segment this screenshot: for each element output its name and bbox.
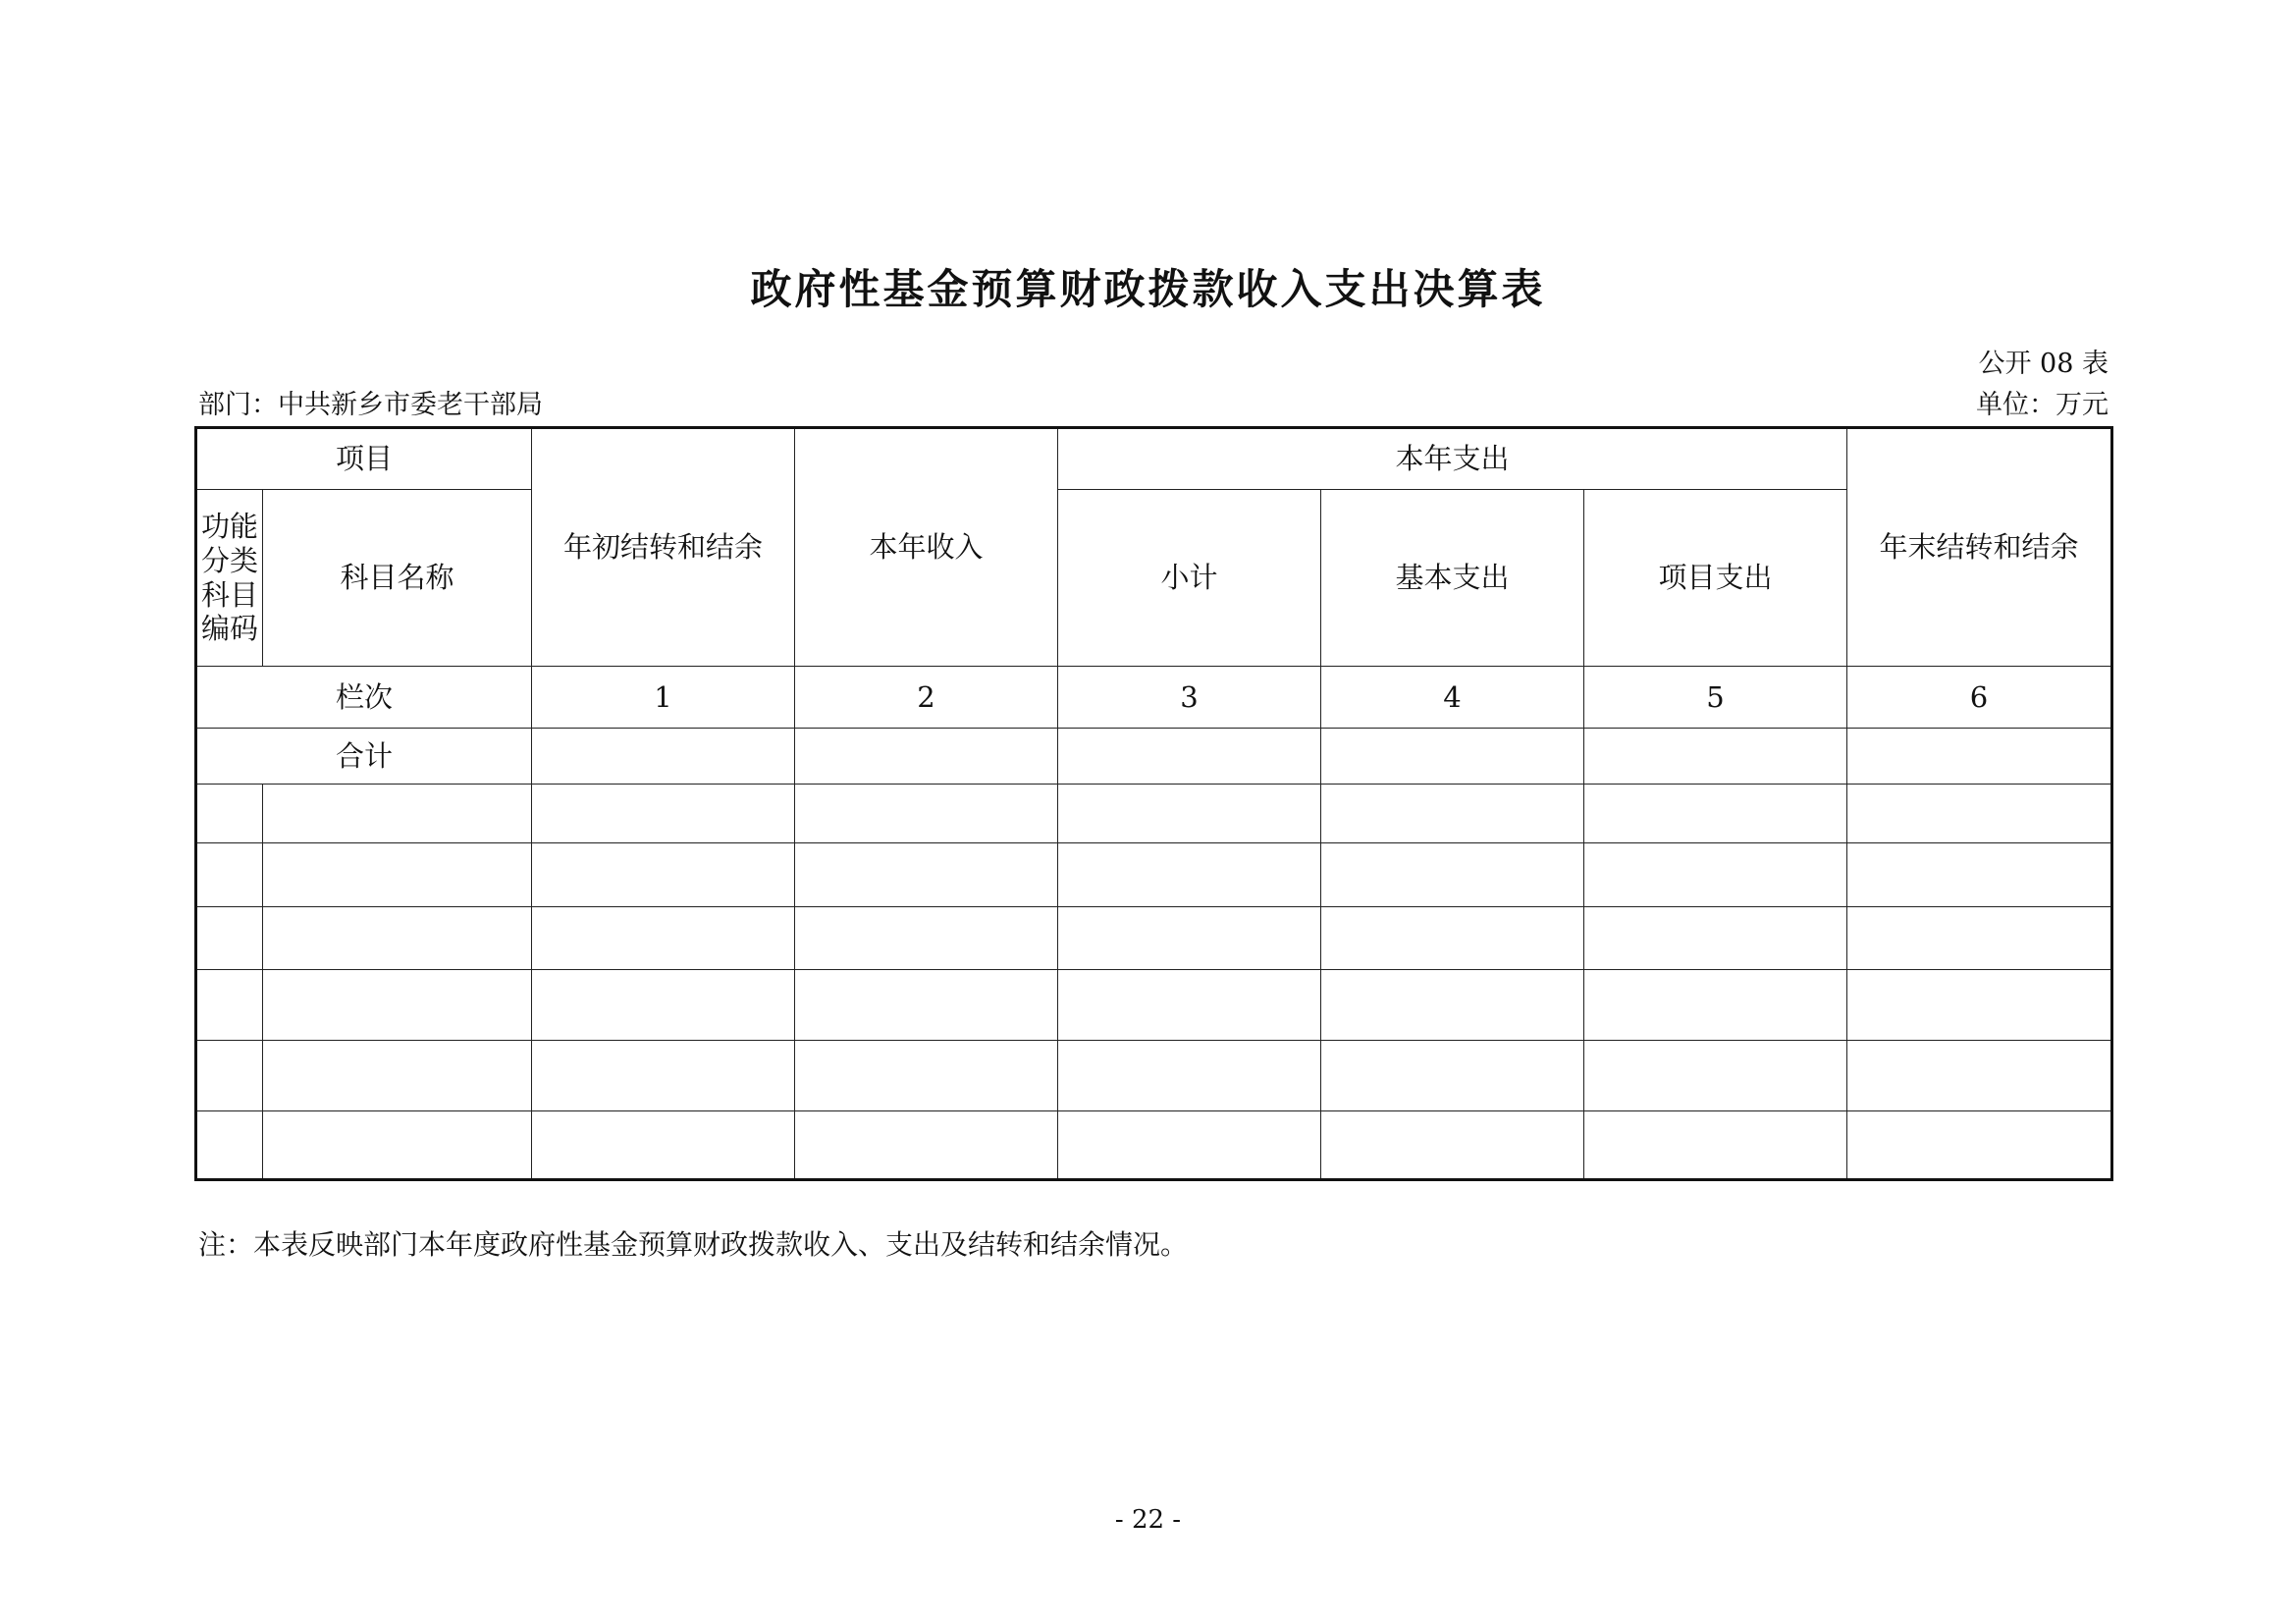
header-subtotal: 小计 xyxy=(1058,490,1321,667)
table-cell xyxy=(795,907,1058,970)
budget-table-container xyxy=(194,426,2110,1181)
table-cell xyxy=(532,843,795,907)
table-cell xyxy=(196,843,263,907)
table-cell xyxy=(196,785,263,843)
table-cell xyxy=(795,843,1058,907)
table-cell xyxy=(1584,970,1847,1041)
header-function-code: 功能分类科目编码 xyxy=(196,490,263,667)
table-cell xyxy=(1847,970,2112,1041)
table-row xyxy=(196,843,2112,907)
table-cell xyxy=(1321,1111,1584,1180)
header-current-income: 本年收入 xyxy=(795,428,1058,667)
table-cell xyxy=(263,970,532,1041)
table-cell xyxy=(196,1111,263,1180)
column-index-6: 6 xyxy=(1847,667,2112,729)
table-cell xyxy=(532,785,795,843)
header-current-expense: 本年支出 xyxy=(1058,428,1847,490)
table-cell xyxy=(1321,785,1584,843)
table-cell xyxy=(795,785,1058,843)
table-cell xyxy=(1058,1111,1321,1180)
table-row xyxy=(196,970,2112,1041)
table-cell xyxy=(263,1041,532,1111)
column-index-4: 4 xyxy=(1321,667,1584,729)
table-cell xyxy=(795,1111,1058,1180)
column-index-2: 2 xyxy=(795,667,1058,729)
column-index-3: 3 xyxy=(1058,667,1321,729)
table-row xyxy=(196,785,2112,843)
page-number: - 22 - xyxy=(1114,1505,1182,1535)
table-cell xyxy=(1847,907,2112,970)
table-cell xyxy=(263,785,532,843)
table-cell xyxy=(1584,1111,1847,1180)
table-cell xyxy=(1847,1041,2112,1111)
table-cell xyxy=(532,1041,795,1111)
table-cell xyxy=(532,1111,795,1180)
unit-label: 单位：万元 xyxy=(1976,390,2109,420)
header-closing-balance: 年末结转和结余 xyxy=(1847,428,2112,667)
table-cell xyxy=(1584,1041,1847,1111)
document-title: 政府性基金预算财政拨款收入支出决算表 xyxy=(750,265,1546,313)
table-cell xyxy=(196,970,263,1041)
department-label: 部门：中共新乡市委老干部局 xyxy=(198,390,543,420)
table-cell xyxy=(196,1041,263,1111)
total-cell xyxy=(795,729,1058,785)
table-row xyxy=(196,1111,2112,1180)
column-index-5: 5 xyxy=(1584,667,1847,729)
table-cell xyxy=(1058,1041,1321,1111)
table-cell xyxy=(1584,907,1847,970)
table-cell xyxy=(1321,970,1584,1041)
total-label: 合计 xyxy=(196,729,532,785)
total-cell xyxy=(532,729,795,785)
table-cell xyxy=(1584,785,1847,843)
table-cell xyxy=(1321,907,1584,970)
table-cell xyxy=(795,1041,1058,1111)
table-cell xyxy=(263,843,532,907)
table-cell xyxy=(1058,785,1321,843)
table-note: 注：本表反映部门本年度政府性基金预算财政拨款收入、支出及结转和结余情况。 xyxy=(198,1228,1189,1261)
header-opening-balance: 年初结转和结余 xyxy=(532,428,795,667)
table-cell xyxy=(1058,970,1321,1041)
table-row xyxy=(196,907,2112,970)
table-cell xyxy=(1847,785,2112,843)
header-project-expense: 项目支出 xyxy=(1584,490,1847,667)
form-number: 公开 08 表 xyxy=(1978,349,2109,379)
table-cell xyxy=(1058,843,1321,907)
total-cell xyxy=(1584,729,1847,785)
header-basic-expense: 基本支出 xyxy=(1321,490,1584,667)
total-cell xyxy=(1058,729,1321,785)
table-cell xyxy=(1847,843,2112,907)
table-cell xyxy=(795,970,1058,1041)
table-cell xyxy=(1058,907,1321,970)
header-subject-name: 科目名称 xyxy=(263,490,532,667)
budget-table xyxy=(194,426,2113,1181)
table-cell xyxy=(1321,1041,1584,1111)
header-project: 项目 xyxy=(196,428,532,490)
table-cell xyxy=(263,907,532,970)
table-cell xyxy=(532,907,795,970)
table-cell xyxy=(196,907,263,970)
column-index-label: 栏次 xyxy=(196,667,532,729)
total-cell xyxy=(1847,729,2112,785)
total-cell xyxy=(1321,729,1584,785)
table-cell xyxy=(532,970,795,1041)
table-cell xyxy=(1847,1111,2112,1180)
table-cell xyxy=(263,1111,532,1180)
table-cell xyxy=(1584,843,1847,907)
table-cell xyxy=(1321,843,1584,907)
column-index-1: 1 xyxy=(532,667,795,729)
table-row xyxy=(196,1041,2112,1111)
